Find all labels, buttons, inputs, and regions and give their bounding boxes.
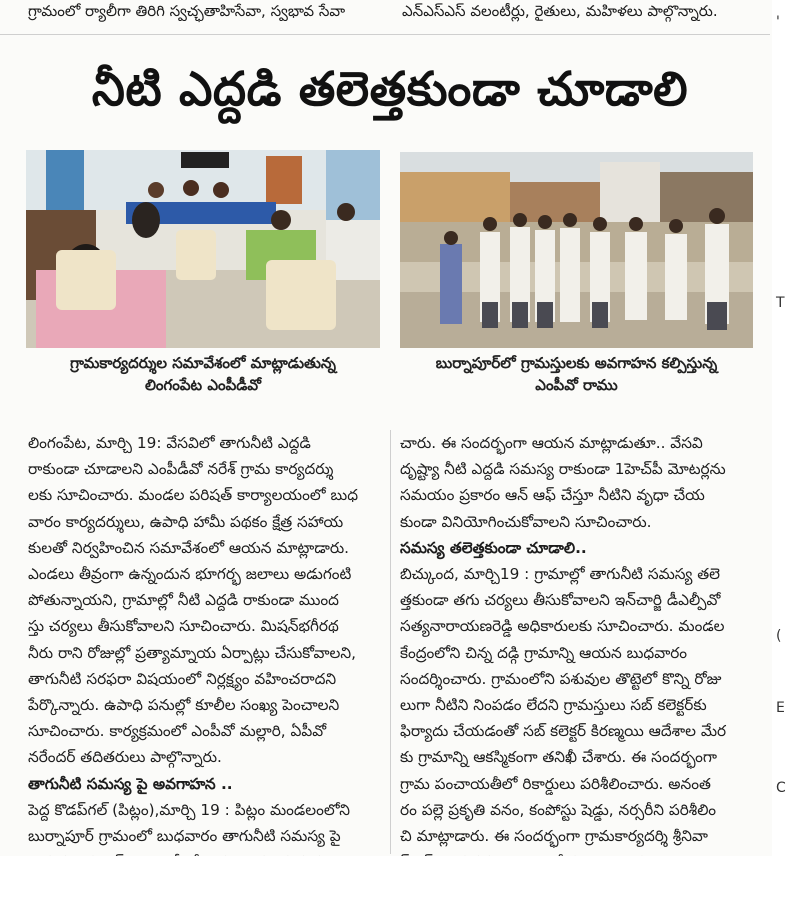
edge-mark: ' xyxy=(776,14,780,30)
previous-article-text-left: గ్రామంలో ర్యాలీగా తిరిగి స్వచ్ఛతాహిసేవా, స్వభావ సేవా xyxy=(28,2,346,20)
body-line: వారం కార్యదర్శులు, ఉపాధి హామీ పథకం క్షేత్ర సహాయ xyxy=(28,512,344,531)
article-column-left xyxy=(28,430,386,875)
body-line: బుర్నాపూర్ గ్రామంలో బుధవారం తాగునీటి సమస్య పై xyxy=(28,827,341,846)
meeting-photo xyxy=(26,150,380,348)
body-line: కేంద్రంలోని చిన్న దడ్గి గ్రామాన్ని ఆయన బుధవారం xyxy=(400,643,688,662)
body-line: లింగంపేట, మార్చి 19: వేసవిలో తాగునీటి ఎద్దడి xyxy=(28,434,311,452)
article-column-right xyxy=(400,430,756,875)
previous-article-text-right: ఎన్ఎస్ఎస్ వలంటీర్లు, రైతులు, మహిళలు పాల్గొన్నారు. xyxy=(402,2,718,20)
body-line: ఎండలు తీవ్రంగా ఉన్నందున భూగర్భ జలాలు అడుగంటి xyxy=(28,565,352,584)
edge-mark: E xyxy=(776,700,785,716)
body-line: గ్రామ పంచాయతీలో రికార్డులు పరిశీలించారు. అనంత xyxy=(400,774,711,793)
body-line: కుండా వినియోగించుకోవాలని సూచించారు. xyxy=(400,512,652,531)
body-line: పోతున్నాయని, గ్రామాల్లో నీటి ఎద్దడి రాకుండా ముంద xyxy=(28,591,339,610)
caption-right-line-1: బుర్నాపూర్‌లో గ్రామస్తులకు అవగాహన కల్పిస్తున్న xyxy=(435,354,718,372)
article-headline: నీటి ఎద్దడి తలెత్తకుండా చూడాలి xyxy=(91,62,689,117)
body-line: దృష్ట్యా నీటి ఎద్దడి సమస్య రాకుండా 1హెచ్‌పీ మోటర్లను xyxy=(400,460,726,479)
body-line: పెద్ద కొడప్‌గల్ (పిట్లం),మార్చి 19 : పిట్లం మండలంలోని xyxy=(28,800,350,819)
edge-mark: T xyxy=(776,295,785,311)
body-line: లుగా నీటిని నింపడం లేదని గ్రామస్తులు సబ్ కలెక్టర్‌కు xyxy=(400,696,707,715)
caption-left-line-2: లింగంపేట ఎంపీడీవో xyxy=(145,376,261,394)
body-line: సందర్శించారు. గ్రామంలోని పశువుల తొట్టెలో కొన్ని రోజు xyxy=(400,669,722,688)
caption-left-line-1: గ్రామకార్యదర్శుల సమావేశంలో మాట్లాడుతున్న xyxy=(70,354,336,372)
body-line: సూచించారు. కార్యక్రమంలో ఎంపీవో మల్లారి, ఏపీవో xyxy=(28,722,327,741)
body-line: పేర్కొన్నారు. ఉపాధి పనుల్లో కూలీల సంఖ్య పెంచాలని xyxy=(28,696,340,715)
caption-right-line-2: ఎంపీవో రాము xyxy=(535,376,618,394)
body-line: కులతో నిర్వహించిన సమావేశంలో ఆయన మాట్లాడారు. xyxy=(28,538,350,557)
body-line: స్తు చర్యలు తీసుకోవాలని సూచించారు. మిషన్‌భగీరథ xyxy=(28,617,339,636)
subheading: సమస్య తలెత్తకుండా చూడాలి.. xyxy=(400,538,587,557)
meeting-photo-illustration xyxy=(26,150,380,348)
body-line: సత్యనారాయణరెడ్డి అధికారులకు సూచించారు. మండల xyxy=(400,617,725,636)
photo-caption-left xyxy=(26,352,380,396)
column-divider xyxy=(390,430,391,854)
body-line: నరేందర్ తదితరులు పాల్గొన్నారు. xyxy=(28,748,222,767)
body-line: త్తకుండా తగు చర్యలు తీసుకోవాలని ఇన్‌చార్జి డీఎల్పీవో xyxy=(400,591,721,610)
body-line: లకు సూచించారు. మండల పరిషత్ కార్యాలయంలో బుధ xyxy=(28,486,359,505)
edge-mark: ( xyxy=(776,628,782,644)
body-line: రాకుండా చూడాలని ఎంపీడీవో నరేశ్ గ్రామ కార్యదర్శు xyxy=(28,460,334,479)
villagers-photo-illustration xyxy=(400,152,753,348)
previous-article-strip xyxy=(0,0,770,35)
body-line: రం పల్లె ప్రకృతి వనం, కంపోస్టు షెడ్డు, నర్సరీని పరిశీలిం xyxy=(400,800,717,819)
body-line: తాగునీటి సరఫరా విషయంలో నిర్లక్ష్యం వహించరాదని xyxy=(28,669,337,688)
villagers-photo xyxy=(400,152,753,348)
adjacent-page-edge xyxy=(772,0,800,914)
body-line: బిచ్కుంద, మార్చి19 : గ్రామాల్లో తాగునీటి సమస్య తలె xyxy=(400,565,720,584)
body-line: ఫిర్యాదు చేయడంతో సబ్ కలెక్టర్ కిరణ్మయి ఆదేశాల మేర xyxy=(400,722,727,741)
body-line: కు గ్రామాన్ని ఆకస్మికంగా తనిఖీ చేశారు. ఈ సందర్భంగా xyxy=(400,748,717,767)
body-line: సమయం ప్రకారం ఆన్ ఆఫ్ చేస్తూ నీటిని వృధా చేయ xyxy=(400,486,705,505)
body-line: నీరు రాని రోజుల్లో ప్రత్యామ్నాయ ఏర్పాట్లు చేసుకోవాలని, xyxy=(28,643,356,662)
page-bottom-margin xyxy=(0,856,800,914)
edge-mark: C xyxy=(776,780,786,796)
body-line: చారు. ఈ సందర్భంగా ఆయన మాట్లాడుతూ.. వేసవి xyxy=(400,434,703,452)
subheading: తాగునీటి సమస్య పై అవగాహన .. xyxy=(28,774,233,793)
photo-caption-right xyxy=(400,352,753,396)
body-line: చి మాట్లాడారు. ఈ సందర్భంగా గ్రామకార్యదర్శి శ్రీనివా xyxy=(400,827,708,846)
